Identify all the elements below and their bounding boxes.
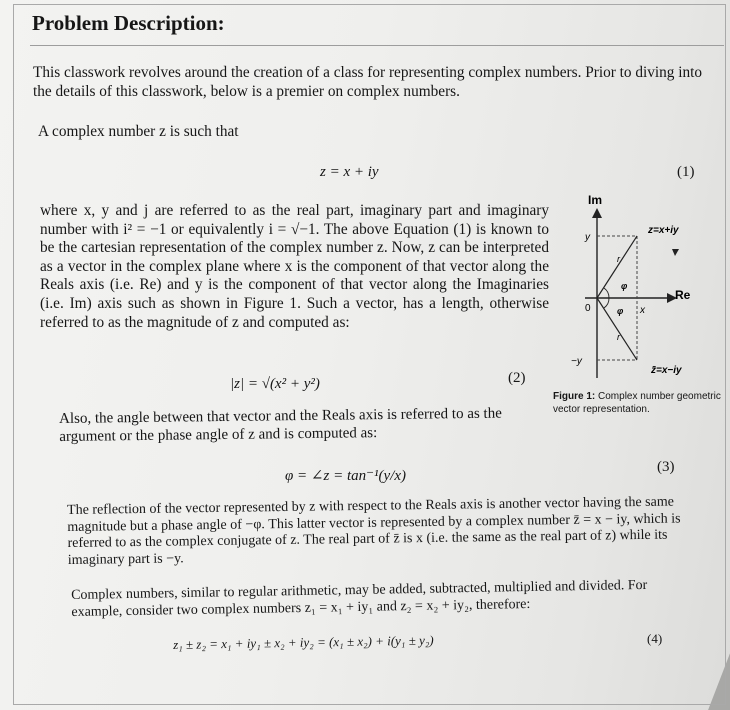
neg-y-label: −y xyxy=(571,356,582,367)
angle-paragraph: Also, the angle between that vector and the Reals axis is referred to as the argument or the phase angle of z and is computed as: xyxy=(59,405,502,445)
intro-paragraph: This classwork revolves around the creation of a class for representing complex numbers. Prior to diving into the details of this classwork, below is a premier on complex numbers. xyxy=(33,64,703,100)
equation-3: φ = ∠z = tan⁻¹(y/x) xyxy=(285,468,407,484)
section-heading: Problem Description: xyxy=(32,11,225,35)
phi-label: φ xyxy=(621,281,628,291)
im-axis-arrow xyxy=(592,208,602,218)
z-label: z=x+iy xyxy=(648,225,679,236)
origin-label: 0 xyxy=(585,303,591,314)
zbar-label: z̄=x−iy xyxy=(651,365,682,376)
re-label: Re xyxy=(675,288,691,302)
equation-3-number: (3) xyxy=(657,459,675,475)
im-label: Im xyxy=(588,193,603,207)
equation-2: |z| = √(x² + y²) xyxy=(230,376,320,392)
heading-divider xyxy=(30,45,724,46)
figure-caption-text: Complex number geometric vector representation. xyxy=(553,391,721,415)
phi-arc xyxy=(604,288,609,298)
equation-1: z = x + iy xyxy=(320,164,379,180)
equation-1-number: (1) xyxy=(677,164,695,180)
figure-caption xyxy=(553,390,721,416)
equation-4-number: (4) xyxy=(647,631,663,646)
complex-plane-figure xyxy=(555,188,720,383)
definition-intro: A complex number z is such that xyxy=(38,123,239,140)
arithmetic-paragraph: Complex numbers, similar to regular arithmetic, may be added, subtracted, multiplied and divided. For example, consider two complex numbers z₁ = x₁ + iy₁ and z₂ = x₂ + iy₂, therefore: xyxy=(71,577,648,620)
r-label-upper: r xyxy=(617,254,620,264)
figure-caption-label: Figure 1: xyxy=(553,391,596,402)
cartesian-paragraph: where x, y and j are referred to as the real part, imaginary part and imaginary number with i² = −1 or equivalently i = √−1. The above Equation (1) is known to be the cartesian representation of the complex number z. Now, z can be interpreted as a vector in the complex plane where x is the component of that vector along the Reals axis (i.e. Re) and y is the component of that vector along the Imaginaries (i.e. Im) axis such as shown in Figure 1. Such a vector, has a length, otherwise referred to as the magnitude of z and computed as: xyxy=(40,202,549,331)
neg-phi-arc xyxy=(604,298,609,308)
conjugate-paragraph: The reflection of the vector represented by z with respect to the Reals axis is another vector having the same magnitude but a phase angle of −φ. This latter vector is represented by a complex number z̄ = x − iy, which is referred to as the complex conjugate of z. The real part of z̄ is x (i.e. the same as the real part of z) while its imaginary part is −y. xyxy=(67,494,681,568)
x-label: x xyxy=(640,305,645,316)
equation-4: z₁ ± z₂ = x₁ + iy₁ ± x₂ + iy₂ = (x₁ ± x₂) + i(y₁ ± y₂) xyxy=(173,632,434,652)
neg-phi-label: φ xyxy=(617,306,624,316)
z-marker xyxy=(672,249,679,256)
y-label: y xyxy=(585,232,590,243)
equation-2-number: (2) xyxy=(508,370,526,386)
r-label-lower: r xyxy=(617,332,620,342)
z-vector xyxy=(597,236,637,298)
